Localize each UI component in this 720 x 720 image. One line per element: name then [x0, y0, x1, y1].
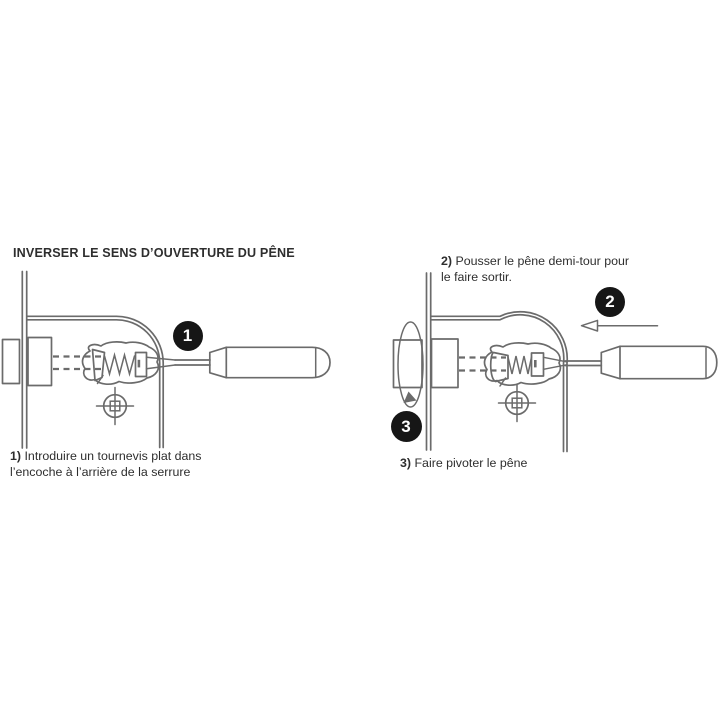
- hidden-bolt-dashed-lines: [459, 358, 506, 371]
- step-1-caption: [10, 449, 225, 480]
- step-1-caption-line1: Introduire un tournevis plat dans: [24, 449, 202, 463]
- door-faceplate: [427, 273, 431, 450]
- step-1-caption-number: 1): [10, 449, 22, 463]
- step-2-badge: 2: [595, 287, 625, 317]
- pene-assembly: [485, 343, 561, 386]
- screwdriver-blade-tip: [534, 360, 537, 367]
- screwdriver: [544, 346, 717, 378]
- screwdriver-shaft: [565, 361, 601, 366]
- push-arrow-icon: [582, 320, 658, 331]
- screwdriver-blade-tip: [138, 360, 141, 368]
- latch-bolt-body: [432, 339, 459, 388]
- step-2-caption: [441, 254, 651, 285]
- screwdriver-shaft: [175, 360, 210, 365]
- lock-case-outline: [27, 316, 163, 447]
- right-diagram: [394, 273, 717, 452]
- step-2-caption-line1: Pousser le pêne demi-tour pour: [455, 254, 630, 268]
- notch-plate: [136, 353, 147, 377]
- latch-bolt-head: [3, 340, 20, 384]
- step-1-caption-line2: l’encoche à l’arrière de la serrure: [10, 464, 191, 479]
- step-1-badge: 1: [173, 321, 203, 351]
- screwdriver-blade: [147, 357, 176, 369]
- step-3-badge: 3: [391, 411, 422, 442]
- spring: [508, 356, 532, 374]
- step-2-caption-line2: le faire sortir.: [441, 269, 512, 284]
- screwdriver-neck: [601, 346, 620, 378]
- notch-plate: [532, 353, 544, 376]
- latch-bolt-body: [28, 338, 52, 386]
- left-diagram: [3, 272, 331, 449]
- pene-assembly: [83, 342, 159, 384]
- screw-hole-crosshair-icon: [97, 388, 134, 425]
- step-2-caption-number: 2): [441, 254, 453, 268]
- screwdriver-neck: [210, 347, 227, 377]
- step-3-caption-line1: Faire pivoter le pêne: [414, 456, 528, 470]
- screwdriver-handle: [620, 346, 717, 378]
- screwdriver: [147, 347, 331, 377]
- step-3-caption-number: 3): [400, 456, 412, 470]
- page-title: INVERSER LE SENS D’OUVERTURE DU PÊNE: [13, 246, 295, 260]
- rotation-arrow-icon: [398, 322, 423, 407]
- step-3-caption: [400, 456, 620, 472]
- screwdriver-handle: [226, 347, 330, 377]
- spring: [105, 355, 135, 374]
- screw-hole-crosshair-icon: [499, 385, 536, 422]
- door-faceplate: [22, 272, 26, 449]
